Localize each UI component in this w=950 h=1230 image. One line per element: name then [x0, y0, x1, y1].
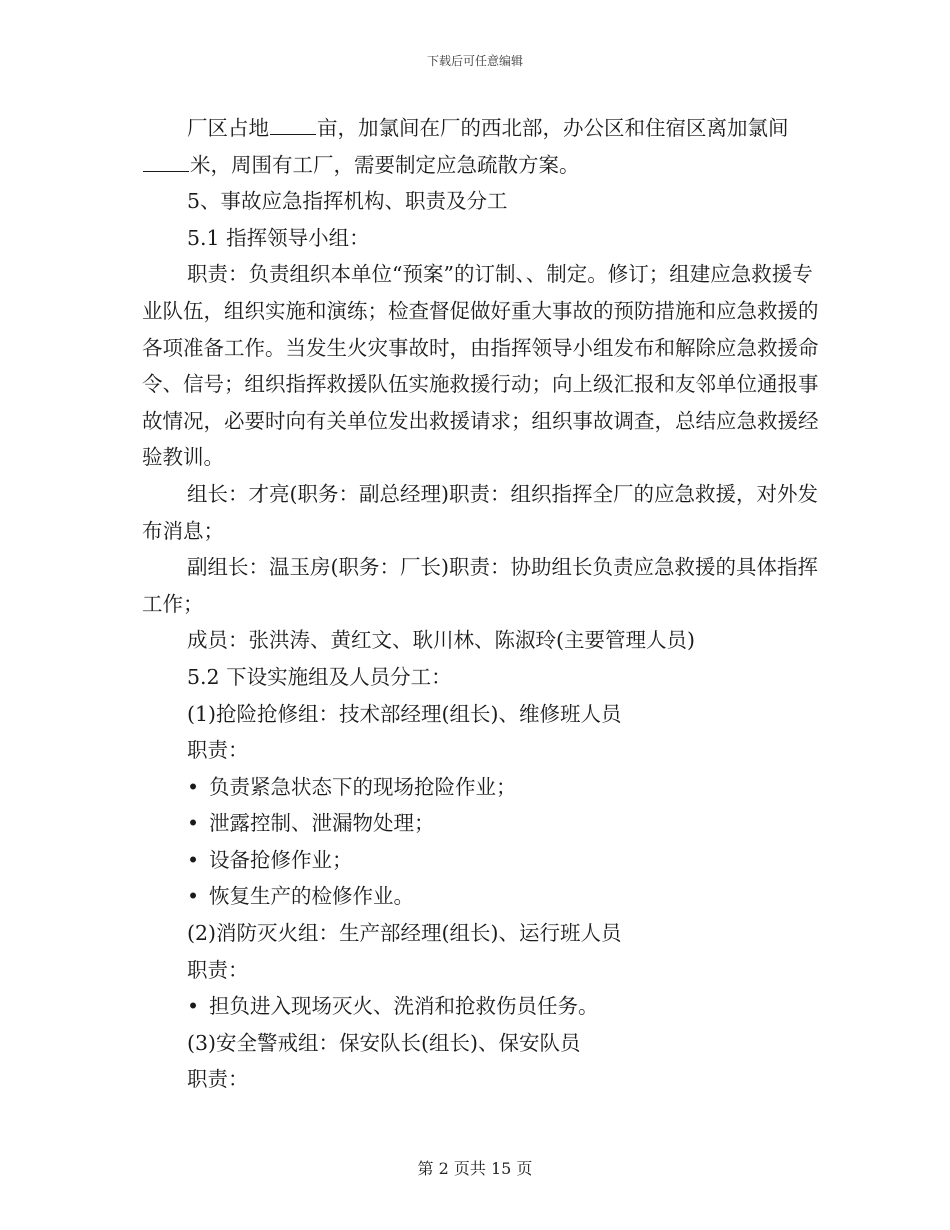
page-footer: 第 2 页共 15 页: [417, 1159, 533, 1178]
deputy-paragraph: 副组长：温玉房(职务：厂长)职责：协助组长负责应急救援的具体指挥工作；: [142, 555, 818, 616]
section-5-title: 5、事故应急指挥机构、职责及分工: [187, 189, 508, 214]
blank-area: [270, 133, 316, 135]
document-body: [142, 110, 822, 1098]
group-2-duty-label: 职责：: [187, 957, 249, 982]
list-item: • 恢复生产的检修作业。: [142, 878, 822, 915]
bullet-icon: •: [187, 884, 200, 909]
group-2-title: (2)消防灭火组：生产部经理(组长)、运行班人员: [187, 921, 622, 946]
leader-paragraph: 组长：才亮(职务：副总经理)职责：组织指挥全厂的应急救援，对外发布消息；: [142, 481, 818, 543]
blank-distance: [143, 170, 189, 172]
bullet-icon: •: [187, 847, 200, 872]
group-1-title: (1)抢险抢修组：技术部经理(组长)、维修班人员: [187, 701, 622, 726]
list-item: • 担负进入现场灭火、洗消和抢救伤员任务。: [142, 988, 822, 1025]
group-3-duty-label: 职责：: [187, 1067, 249, 1092]
section-5-2-title: 5.2 下设实施组及人员分工：: [187, 664, 452, 689]
group-1-duty-label: 职责：: [187, 738, 249, 763]
bullet-icon: •: [187, 774, 200, 799]
members-paragraph: 成员：张洪涛、黄红文、耿川林、陈淑玲(主要管理人员): [187, 628, 695, 653]
list-item: • 设备抢修作业；: [142, 842, 822, 879]
list-item: • 泄露控制、泄漏物处理；: [142, 805, 822, 842]
page-header: 下载后可任意编辑: [426, 54, 523, 68]
site-paragraph: 厂区占地 亩，加氯间在厂的西北部，办公区和住宿区离加氯间米，周围有工厂，需要制定应急疏散方案。: [142, 110, 822, 183]
section-5-1-duty: 职责：负责组织本单位“预案”的订制、、制定。修订；组建应急救援专业队伍，组织实施和演练；检查督促做好重大事故的预防措施和应急救援的各项准备工作。当发生火灾事故时，由指挥领导小组发布和解除应急救援命令、信号；组织指挥救援队伍实施救援行动；向上级汇报和友邻单位通报事故情况，必要时向有关单位发出救援请求；组织事故调查，总结应急救援经验教训。: [142, 262, 819, 470]
section-5-1-title: 5.1 指挥领导小组：: [187, 225, 370, 250]
group-3-title: (3)安全警戒组：保安队长(组长)、保安队员: [187, 1030, 581, 1055]
list-item: • 负责紧急状态下的现场抢险作业；: [142, 769, 822, 806]
bullet-icon: •: [187, 994, 200, 1019]
bullet-icon: •: [187, 811, 200, 836]
